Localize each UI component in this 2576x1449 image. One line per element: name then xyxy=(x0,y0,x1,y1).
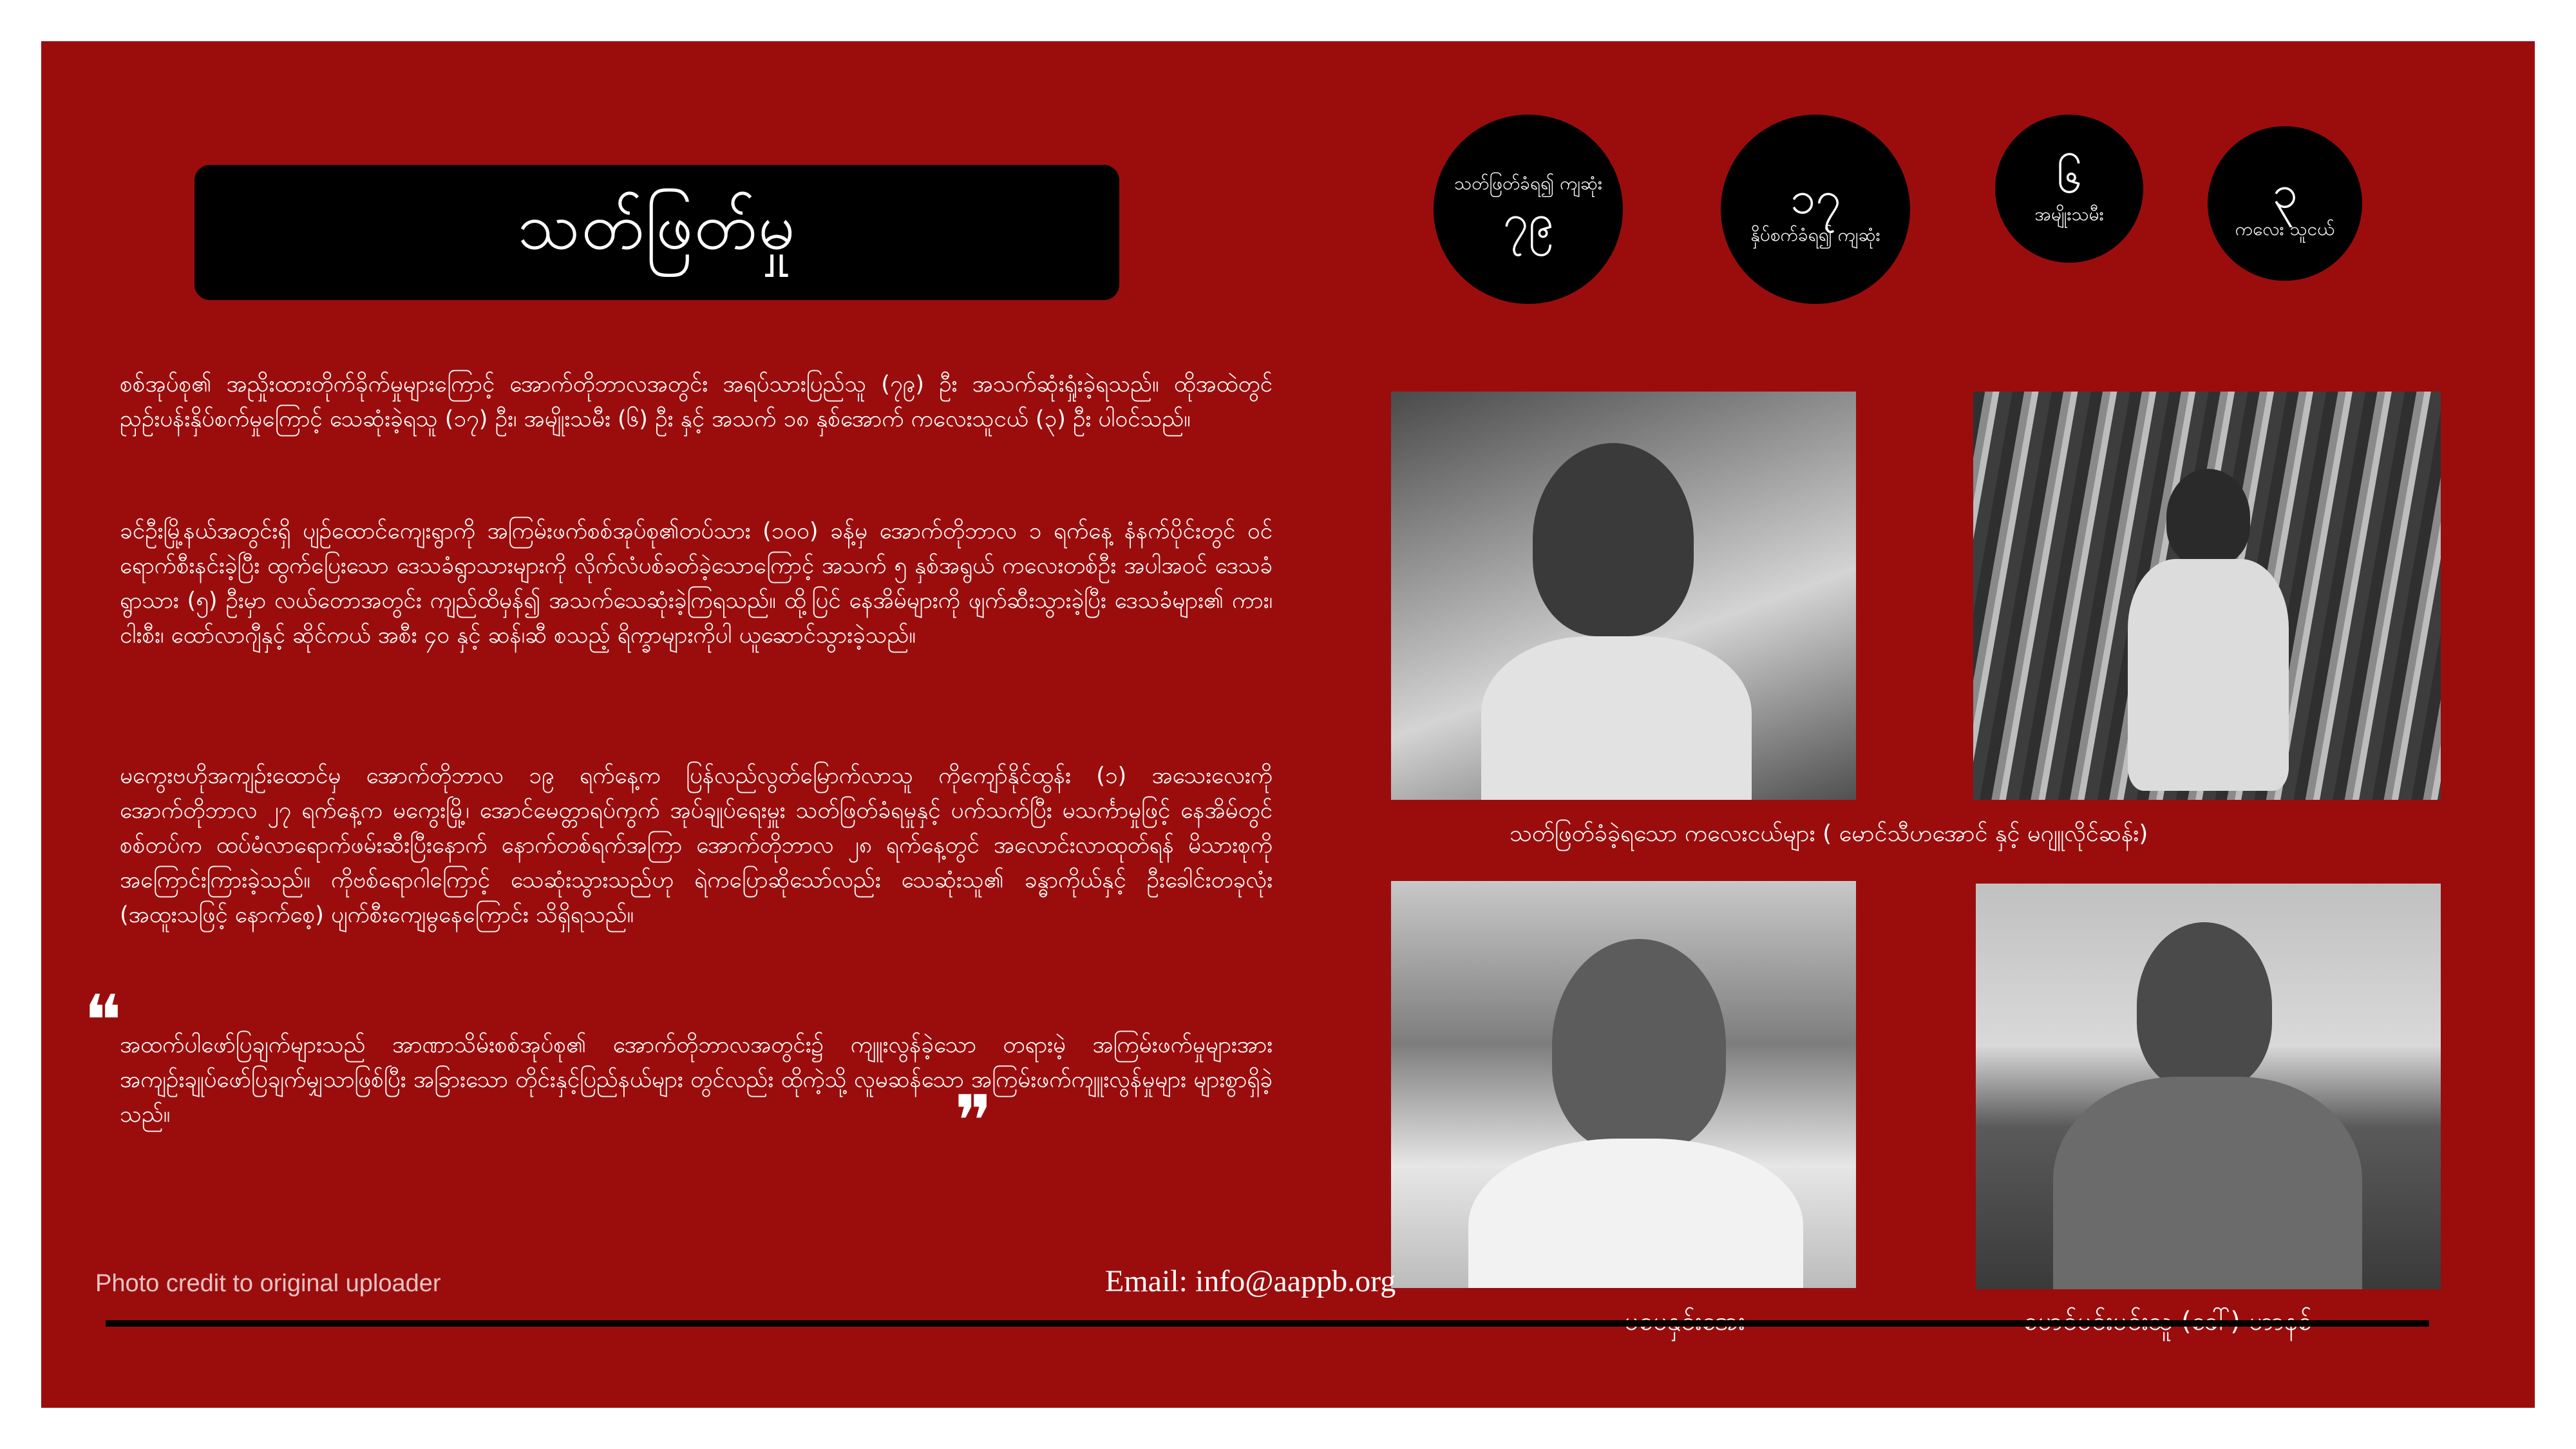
photo-man xyxy=(1976,884,2441,1289)
photo-figure xyxy=(2166,469,2250,565)
photo-figure xyxy=(1552,939,1726,1151)
stat-number: ၇၉ xyxy=(1502,194,1554,247)
stat-number: ၆ xyxy=(2056,151,2082,204)
paragraph-quote: အထက်ပါဖော်ပြချက်များသည် အာဏာသိမ်းစစ်အုပ်စု၏ အောက်တိုဘာလအတွင်း၌ ကျူးလွန်ခဲ့သော တရားမဲ့ အကြမ်းဖက်မှုများအား အကျဉ်းချုပ်ဖော်ပြချက်မျှသာဖြစ်ပြီး အခြားသော တိုင်းနှင့်ပြည်နယ်များ တွင်လည်း ထိုကဲ့သို့ လူမဆန်သော အကြမ်းဖက်ကျူးလွန်မှုများ များစွာရှိခဲ့သည်။ xyxy=(120,1032,1273,1128)
paragraph-magway: မကွေးဗဟိုအကျဉ်းထောင်မှ အောက်တိုဘာလ ၁၉ ရက်နေ့က ပြန်လည်လွတ်မြောက်လာသူ ကိုကျော်နိုင်ထွန်း (၁) အသေးလေးကို အောက်တိုဘာလ ၂၇ ရက်နေ့က မကွေးမြို့၊ အောင်မေတ္တာရပ်ကွက် အုပ်ချုပ်ရေးမှူး သတ်ဖြတ်ခံရမှုနှင့် ပက်သက်ပြီး မသင်္ကာမှုဖြင့် နေအိမ်တွင် စစ်တပ်က ထပ်မံလာရောက်ဖမ်းဆီးပြီးနောက် နောက်တစ်ရက်အကြာ အောက်တိုဘာလ ၂၈ ရက်နေ့တွင် အလောင်းလာထုတ်ရန် မိသားစုကို အကြောင်းကြားခဲ့သည်။ ကိုဗစ်ရောဂါကြောင့် သေဆုံးသွားသည်ဟု ရဲကပြောဆိုသော်လည်း သေဆုံးသူ၏ ခန္ဓာကိုယ်နှင့် ဦးခေါင်းတခုလုံး (အထူးသဖြင့် နောက်စေ့) ပျက်စီးကျေမွနေကြောင်း သိရှိရသည်။ xyxy=(120,763,1273,928)
stat-number: ၁၇ xyxy=(1790,171,1841,224)
photo-credit: Photo credit to original uploader xyxy=(95,1270,441,1297)
page-title: သတ်ဖြတ်မှု xyxy=(517,189,797,264)
bottom-divider xyxy=(106,1320,2429,1327)
photo-boy xyxy=(1391,392,1856,800)
photo-girl xyxy=(1973,392,2441,800)
quote-open-icon: ❝ xyxy=(84,980,122,1062)
paragraph-khin-u: ခင်ဦးမြို့နယ်အတွင်းရှိ ပျဉ်ထောင်ကျေးရွာကို အကြမ်းဖက်စစ်အုပ်စု၏တပ်သား (၁၀၀) ခန့်မှ အောက်တိုဘာလ ၁ ရက်နေ့ နံနက်ပိုင်းတွင် ဝင်ရောက်စီးနင်းခဲ့ပြီး ထွက်ပြေးသော ဒေသခံရွာသားများကို လိုက်လံပစ်ခတ်ခဲ့သောကြောင့် အသက် ၅ နှစ်အရွယ် ကလေးတစ်ဦး အပါအဝင် ဒေသခံရွာသား (၅) ဦးမှာ လယ်တောအတွင်း ကျည်ထိမှန်၍ အသက်သေဆုံးခဲ့ကြရသည်။ ထို့ပြင် နေအိမ်များကို ဖျက်ဆီးသွားခဲ့ပြီး ဒေသခံများ၏ ကား၊ ငါးစီး၊ ထော်လာဂျီနှင့် ဆိုင်ကယ် အစီး ၄၀ နှင့် ဆန်၊ဆီ စသည့် ရိက္ခာများကိုပါ ယူဆောင်သွားခဲ့သည်။ xyxy=(120,518,1273,649)
photo-figure xyxy=(2137,922,2272,1090)
photo-woman xyxy=(1391,881,1856,1288)
stat-label: အမျိုးသမီး xyxy=(2034,204,2104,225)
stat-label: ကလေး သူငယ် xyxy=(2235,218,2335,240)
quote-close-icon: ❞ xyxy=(954,1080,993,1162)
photo-figure xyxy=(1468,1139,1803,1288)
stat-circle-women xyxy=(1995,115,2143,263)
photo-figure xyxy=(1481,636,1752,800)
stat-label: သတ်ဖြတ်ခံရ၍ ကျဆုံး xyxy=(1454,173,1602,194)
stat-label: နှိပ်စက်ခံရ၍ ကျဆုံး xyxy=(1750,224,1880,245)
paragraph-summary: စစ်အုပ်စု၏ အညှိုးထားတိုက်ခိုက်မှုများကြောင့် အောက်တိုဘာလအတွင်း အရပ်သားပြည်သူ (၇၉) ဦး အသက်ဆုံးရှုံးခဲ့ရသည်။ ထိုအထဲတွင် ညှဉ်းပန်းနှိပ်စက်မှုကြောင့် သေဆုံးခဲ့ရသူ (၁၇) ဦး၊ အမျိုးသမီး (၆) ဦး နှင့် အသက် ၁၈ နှစ်အောက် ကလေးသူငယ် (၃) ဦး ပါဝင်သည်။ xyxy=(120,372,1273,432)
title-banner xyxy=(194,165,1119,300)
photo-figure xyxy=(2053,1077,2362,1289)
photo-figure xyxy=(1533,443,1694,636)
photo-figure xyxy=(2128,559,2289,791)
stat-number: ၃ xyxy=(2272,166,2298,218)
contact-email[interactable]: Email: info@aappb.org xyxy=(1105,1264,1396,1298)
caption-children: သတ်ဖြတ်ခံခဲ့ရသော ကလေးငယ်များ ( မောင်သီဟအောင် နှင့် မဂျူလိုင်ဆန်း) xyxy=(1510,820,2148,847)
stat-circle-tortured xyxy=(1721,115,1910,304)
stat-circle-children xyxy=(2208,126,2362,281)
stat-circle-killed xyxy=(1434,115,1623,304)
